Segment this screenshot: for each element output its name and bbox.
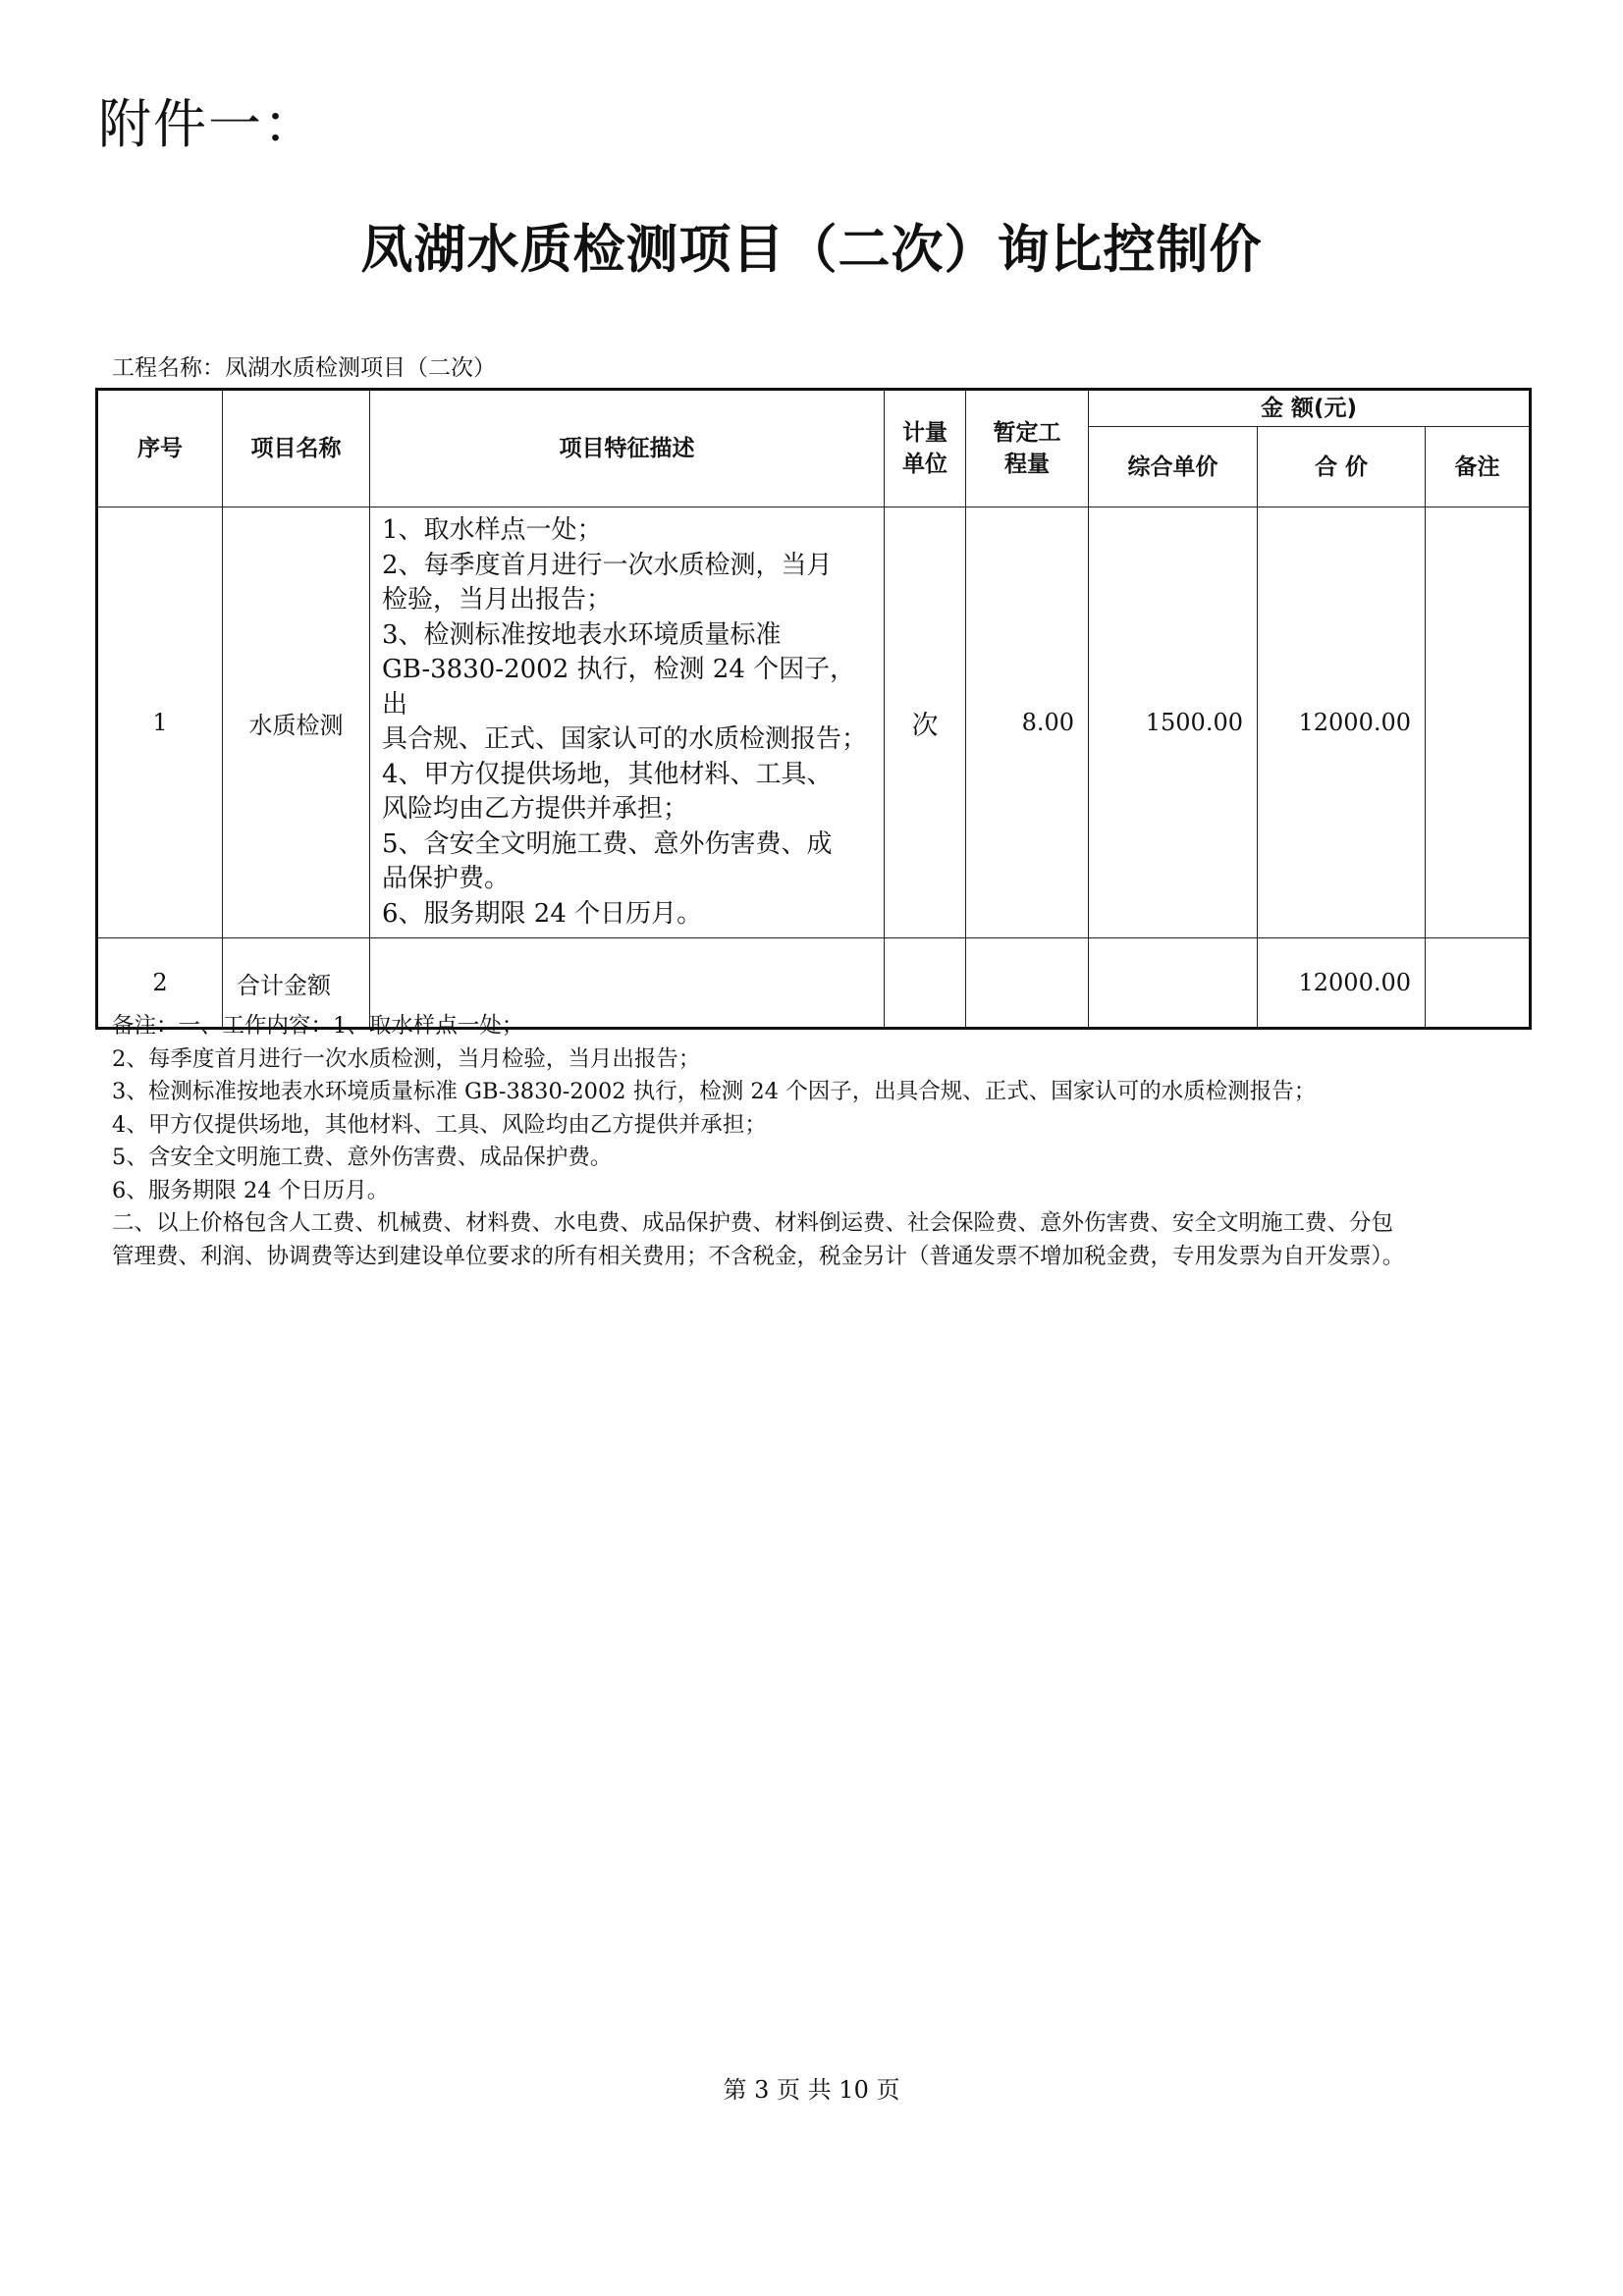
header-unit-line-1: 计量 — [902, 420, 947, 446]
description-line: GB-3830-2002 执行，检测 24 个因子，出 — [382, 655, 856, 720]
header-quantity — [966, 390, 1089, 507]
description-line: 2、每季度首月进行一次水质检测，当月 — [382, 550, 833, 580]
note-line: 3、检测标准按地表水环境质量标准 GB-3830-2002 执行，检测 24 个因子，出具合规、正式、国家认可的水质检测报告； — [112, 1079, 1317, 1104]
cell-seq: 2 — [97, 938, 223, 1029]
note-line: 6、服务期限 24 个日历月。 — [112, 1177, 390, 1203]
note-line: 二、以上价格包含人工费、机械费、材料费、水电费、成品保护费、材料倒运费、社会保险费、意外伤害费、安全文明施工费、分包 — [112, 1210, 1394, 1236]
description-line: 4、甲方仅提供场地，其他材料、工具、 — [382, 759, 833, 789]
attachment-label: 附件一： — [98, 93, 318, 155]
note-line: 5、含安全文明施工费、意外伤害费、成品保护费。 — [112, 1145, 613, 1170]
description-line: 5、含安全文明施工费、意外伤害费、成 — [382, 828, 833, 859]
note-line: 管理费、利润、协调费等达到建设单位要求的所有相关费用；不含税金，税金另计（普通发票不增加税金费，专用发票为自开发票）。 — [112, 1243, 1405, 1269]
header-amount-group: 金 额(元) — [1089, 390, 1531, 427]
header-unit-line-2: 单位 — [902, 452, 947, 477]
cell-remarks — [1426, 507, 1531, 938]
cell-unit: 次 — [885, 507, 966, 938]
description-line: 检验，当月出报告； — [382, 585, 613, 614]
description-line: 3、检测标准按地表水环境质量标准 — [382, 619, 782, 650]
price-control-table — [95, 388, 1532, 1030]
cell-unit-price: 1500.00 — [1089, 507, 1258, 938]
cell-item-name: 合计金额 — [223, 938, 370, 1029]
cell-description — [370, 507, 885, 938]
description-line: 6、服务期限 24 个日历月。 — [382, 898, 703, 929]
header-unit-price: 综合单价 — [1089, 427, 1258, 507]
cell-quantity: 8.00 — [966, 507, 1089, 938]
description-line: 品保护费。 — [382, 864, 511, 893]
document-title: 凤湖水质检测项目（二次）询比控制价 — [360, 220, 1263, 280]
header-seq: 序号 — [97, 390, 223, 507]
header-item-name: 项目名称 — [223, 390, 370, 507]
cell-total: 12000.00 — [1258, 507, 1426, 938]
header-remarks: 备注 — [1426, 427, 1531, 507]
description-line: 具合规、正式、国家认可的水质检测报告； — [382, 724, 868, 754]
header-description: 项目特征描述 — [370, 390, 885, 507]
note-line: 4、甲方仅提供场地，其他材料、工具、风险均由乙方提供并承担； — [112, 1111, 767, 1138]
notes-block — [112, 1010, 1545, 1273]
page-number-footer: 第 3 页 共 10 页 — [723, 2076, 900, 2104]
table-row — [97, 507, 1531, 938]
header-quantity-line-2: 程量 — [1004, 452, 1050, 477]
project-name: 工程名称：凤湖水质检测项目（二次） — [112, 355, 496, 381]
note-line: 备注：一、工作内容：1、取水样点一处； — [112, 1013, 524, 1039]
header-total: 合 价 — [1258, 427, 1426, 507]
note-line: 2、每季度首月进行一次水质检测，当月检验，当月出报告； — [112, 1045, 701, 1072]
cell-item-name: 水质检测 — [223, 507, 370, 938]
description-line: 风险均由乙方提供并承担； — [382, 794, 689, 824]
cell-total: 12000.00 — [1258, 938, 1426, 1029]
header-unit — [885, 390, 966, 507]
cell-seq: 1 — [97, 507, 223, 938]
header-quantity-line-1: 暂定工 — [993, 420, 1061, 446]
description-line: 1、取水样点一处； — [382, 515, 603, 545]
